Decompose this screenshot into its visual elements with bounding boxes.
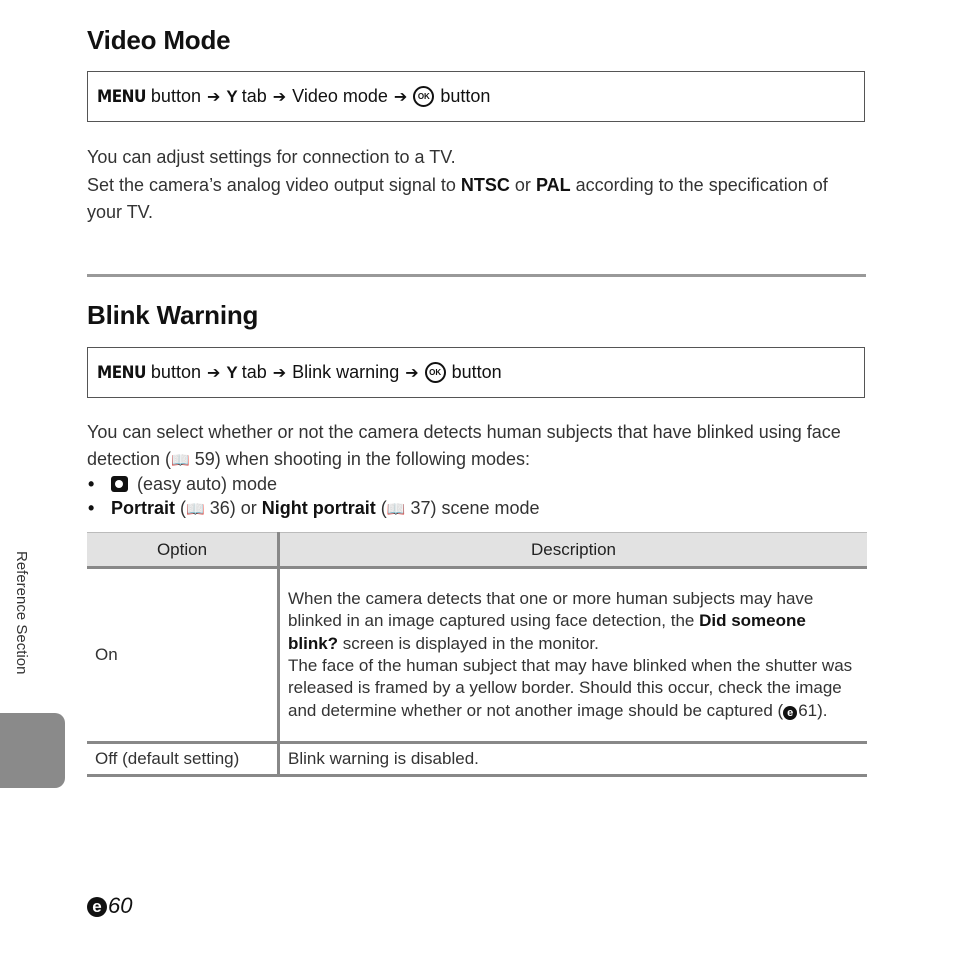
description-cell: When the camera detects that one or more human subjects may have blinked in an image captured using face detection, the Did someone blink? screen is displayed in the monitor. The face of the human subject that may have blinked when the shutter was released is framed by a yellow border. Should this occur, check the image and determine whether or not another image should be captured ( e 61).	[279, 568, 868, 743]
arrow-icon: ➔	[206, 88, 221, 106]
bullet-portrait-modes: • Portrait (📖 36) or Night portrait (📖 37) scene mode	[88, 498, 540, 518]
book-reference-icon: 📖	[171, 452, 190, 469]
easy-auto-mode-icon	[111, 476, 128, 492]
blink-warning-title: Blink Warning	[87, 300, 259, 330]
reference-section-icon: e	[783, 706, 797, 720]
nav-tab-text: tab	[241, 86, 267, 106]
blink-warning-options-table	[87, 532, 867, 777]
page-number: e 60	[87, 893, 132, 919]
arrow-icon: ➔	[405, 364, 419, 382]
table-row	[87, 743, 867, 776]
night-portrait-label: Night portrait	[261, 498, 376, 518]
nav-button-text: button	[451, 362, 502, 382]
table-header-option: Option	[87, 533, 279, 568]
section-divider	[87, 274, 866, 277]
book-reference-icon: 📖	[386, 501, 406, 518]
did-someone-blink-label: Did someone blink?	[288, 611, 806, 653]
video-mode-nav-path	[87, 71, 865, 122]
arrow-icon: ➔	[272, 364, 287, 382]
portrait-label: Portrait	[111, 498, 176, 518]
wrench-icon: Y	[226, 86, 238, 106]
nav-item-blink-warning: Blink warning	[292, 362, 400, 382]
arrow-icon: ➔	[272, 88, 287, 106]
blink-warning-nav-path	[87, 347, 865, 398]
video-mode-title: Video Mode	[87, 25, 231, 55]
ok-button-icon: OK	[413, 86, 434, 107]
nav-button-text: button	[150, 86, 201, 106]
wrench-icon: Y	[226, 362, 238, 382]
nav-tab-text: tab	[241, 362, 267, 382]
table-header-description: Description	[279, 533, 868, 568]
menu-button-label: MENU	[97, 362, 146, 383]
arrow-icon: ➔	[206, 364, 221, 382]
video-mode-para1: You can adjust settings for connection to a TV.	[87, 147, 456, 167]
arrow-icon: ➔	[393, 88, 408, 106]
pal-label: PAL	[535, 175, 571, 195]
video-mode-para2: Set the camera’s analog video output signal to NTSC or PAL according to the specification of your TV.	[87, 175, 828, 222]
table-header-row	[87, 533, 867, 568]
nav-button-text: button	[150, 362, 201, 382]
ok-button-icon: OK	[425, 362, 446, 383]
table-row	[87, 568, 867, 743]
nav-item-video-mode: Video mode	[292, 86, 388, 106]
blink-warning-intro: You can select whether or not the camera detects human subjects that have blinked using face detection (📖 59) when shooting in the following modes:	[87, 419, 857, 474]
book-reference-icon: 📖	[186, 501, 205, 518]
option-cell: On	[87, 568, 279, 743]
option-cell: Off (default setting)	[87, 743, 279, 776]
ntsc-label: NTSC	[460, 175, 510, 195]
bullet-easy-auto: • (easy auto) mode	[88, 474, 278, 494]
reference-section-icon: e	[87, 897, 107, 917]
menu-button-label: MENU	[97, 86, 146, 107]
nav-button-text: button	[440, 86, 491, 106]
description-cell: Blink warning is disabled.	[279, 743, 868, 776]
section-thumb-tab	[0, 713, 65, 788]
